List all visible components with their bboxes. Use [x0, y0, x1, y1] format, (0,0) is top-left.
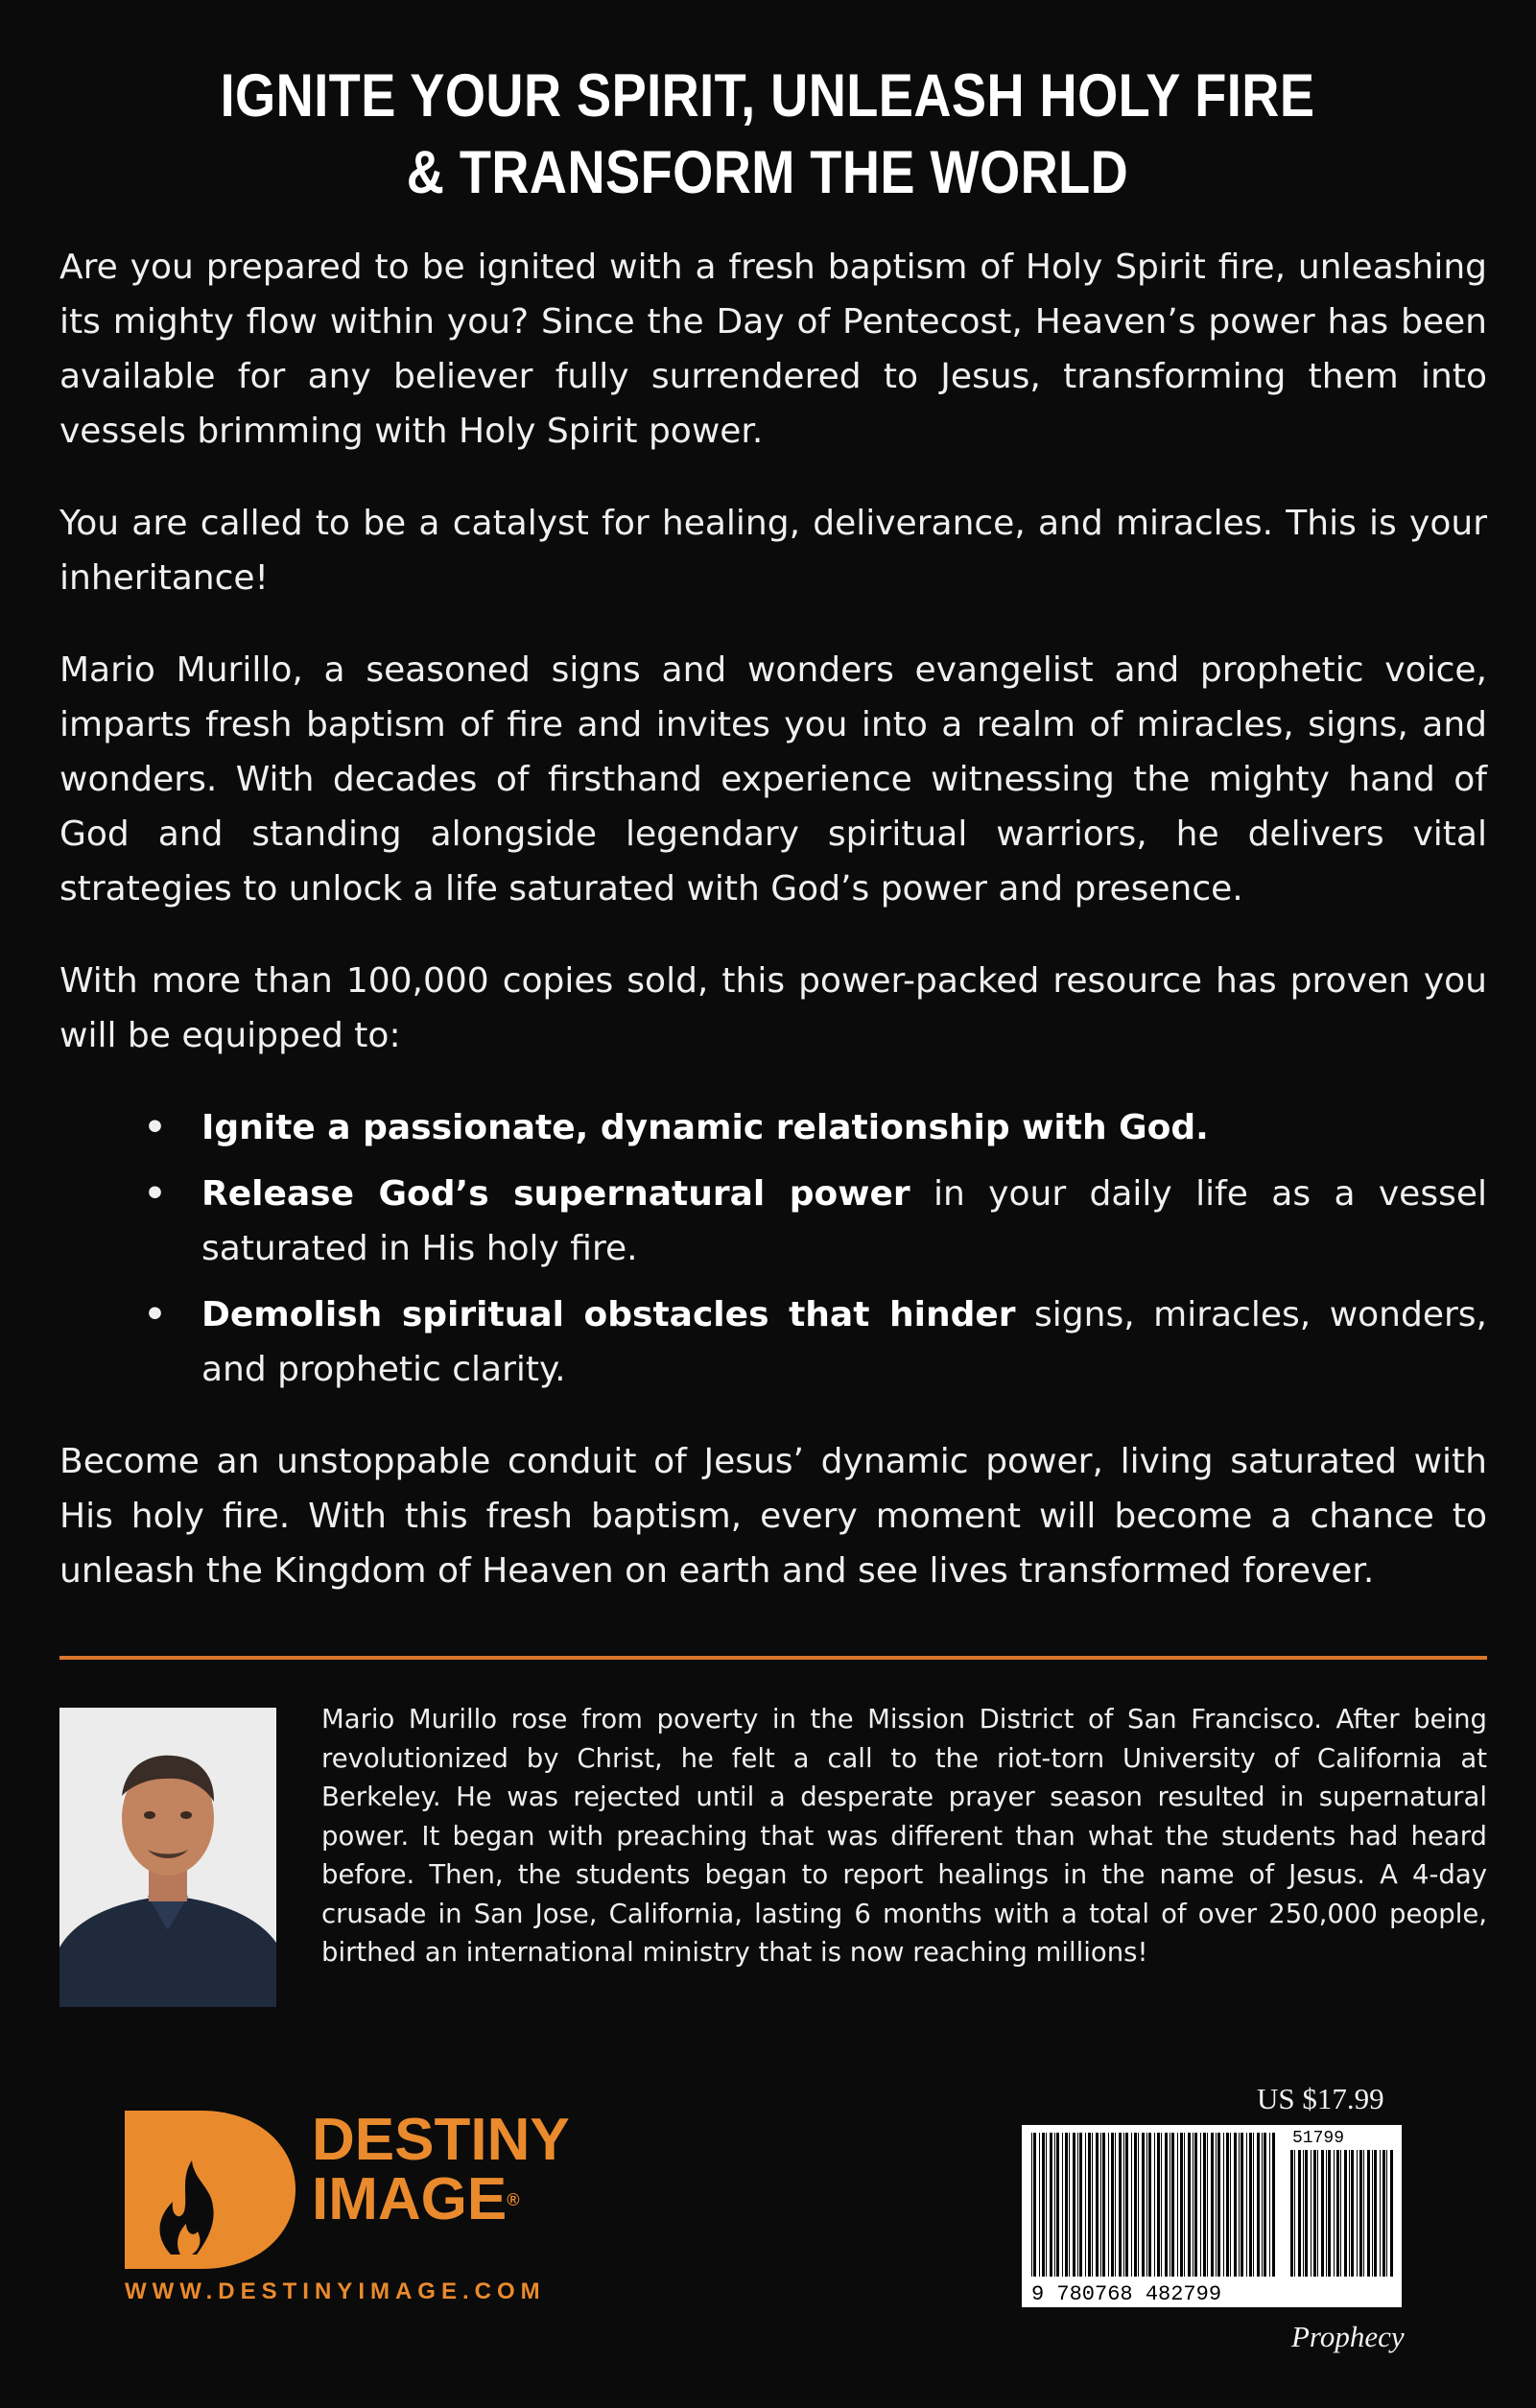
barcode-bar — [1042, 2133, 1045, 2277]
barcode-bar — [1311, 2150, 1312, 2277]
barcode-bar — [1200, 2133, 1201, 2277]
barcode-bar — [1386, 2150, 1387, 2277]
barcode-bar — [1321, 2150, 1324, 2277]
author-bio: Mario Murillo rose from poverty in the Mission District of San Francisco. After being revolutionized by Christ, he felt a call to the riot-torn University of California at Berkeley. He was rejected until a desperate prayer season resulted in supernatural power. It began with preaching that was different than what the students had heard before. Then, the students began to report healings in the name of Jesus. A 4-day crusade in San Jose, California, lasting 6 months with a total of over 250,000 people, birthed an international ministry that is now reaching millions! — [321, 1704, 1487, 1968]
closing-paragraph: Become an unstoppable conduit of Jesus’ dynamic power, living saturated with His holy fire. With this fresh baptism, every moment will become a chance to unleash the Kingdom of Heaven on earth and see lives transformed forever. — [59, 1442, 1487, 1591]
genre-label: Prophecy — [1291, 2320, 1405, 2353]
bullet-dot-icon: • — [144, 1174, 167, 1214]
benefit-item — [59, 1287, 1487, 1397]
benefit-rest: signs, miracles, wonders, and prophetic clarity. — [201, 1295, 1487, 1389]
benefit-list — [59, 1100, 1487, 1397]
barcode-bar — [1111, 2133, 1114, 2277]
barcode-bar — [1148, 2133, 1151, 2277]
barcode-bar — [1157, 2133, 1160, 2277]
barcode-bar — [1264, 2133, 1266, 2277]
barcode-bar — [1165, 2133, 1168, 2277]
barcode-bar — [1298, 2150, 1301, 2277]
barcode-bar — [1382, 2150, 1385, 2277]
destiny-image-flame-d-icon — [125, 2111, 297, 2269]
barcode-bar — [1046, 2133, 1047, 2277]
bullet-dot-icon: • — [144, 1108, 167, 1147]
barcode-bar — [1054, 2133, 1055, 2277]
barcode-bar — [1262, 2133, 1263, 2277]
barcode-bar — [1146, 2133, 1147, 2277]
barcode-bar — [1131, 2133, 1132, 2277]
barcode-bar — [1050, 2133, 1052, 2277]
barcode-bar — [1351, 2150, 1354, 2277]
barcode-bar — [1085, 2133, 1086, 2277]
barcode-bar — [1062, 2133, 1063, 2277]
publisher-name-line-1: DESTINY — [312, 2107, 570, 2173]
barcode-bar — [1216, 2133, 1217, 2277]
barcode-bar — [1336, 2150, 1339, 2277]
barcode-bar — [1088, 2133, 1091, 2277]
barcode-bar — [1349, 2150, 1350, 2277]
barcode-bar — [1334, 2150, 1335, 2277]
barcode-bar — [1253, 2133, 1254, 2277]
barcode-bar — [1092, 2133, 1093, 2277]
barcode-bar — [1230, 2133, 1231, 2277]
barcode-bar — [1142, 2133, 1145, 2277]
registered-mark: ® — [507, 2190, 520, 2209]
barcode-bar — [1138, 2133, 1139, 2277]
barcode-bar — [1154, 2133, 1155, 2277]
barcode-bar — [1249, 2133, 1252, 2277]
barcode-bar — [1328, 2150, 1331, 2277]
barcode-bar — [1073, 2133, 1075, 2277]
author-photo — [59, 1708, 276, 2007]
barcode-bar — [1239, 2133, 1240, 2277]
barcode-bar — [1241, 2133, 1243, 2277]
barcode-bar — [1161, 2133, 1162, 2277]
benefit-bold: Ignite a passionate, dynamic relationship with God. — [201, 1108, 1209, 1147]
barcode-bar — [1234, 2133, 1237, 2277]
barcode-bar — [1367, 2150, 1370, 2277]
barcode-bar — [1123, 2133, 1124, 2277]
barcode-bar — [1125, 2133, 1128, 2277]
addon-digits: 51799 — [1292, 2129, 1345, 2148]
barcode-bar — [1374, 2150, 1377, 2277]
barcode-bar — [1134, 2133, 1137, 2277]
isbn-digits: 9 780768 482799 — [1031, 2282, 1222, 2306]
publisher-logo — [125, 2107, 604, 2312]
barcode-bar — [1171, 2133, 1174, 2277]
barcode-bar — [1207, 2133, 1208, 2277]
barcode-bar — [1056, 2133, 1059, 2277]
benefit-bold: Release God’s supernatural power — [201, 1174, 910, 1214]
orange-divider — [59, 1656, 1487, 1660]
barcode-bar — [1217, 2133, 1220, 2277]
paragraph-1: Are you prepared to be ignited with a fresh baptism of Holy Spirit fire, unleashing its mighty flow within you? Since the Day of Pentecost, Heaven’s power has been available for any believer fully surrendered to Jesus, transforming them into vessels brimming with Holy Spirit power. — [59, 248, 1487, 451]
barcode-bar — [1372, 2150, 1373, 2277]
description — [59, 240, 1487, 1636]
barcode-bar — [1077, 2133, 1078, 2277]
paragraph-2: You are called to be a catalyst for healing, deliverance, and miracles. This is your inheritance! — [59, 504, 1487, 598]
barcode-bar — [1211, 2133, 1214, 2277]
publisher-url: WWW.DESTINYIMAGE.COM — [125, 2278, 546, 2304]
isbn-barcode — [1022, 2125, 1402, 2307]
publisher-name-line-2: IMAGE — [312, 2166, 508, 2232]
barcode-bar — [1108, 2133, 1109, 2277]
barcode-bar — [1177, 2133, 1178, 2277]
barcode-bar — [1272, 2133, 1275, 2277]
barcode-bar — [1305, 2150, 1308, 2277]
barcode-bar — [1115, 2133, 1116, 2277]
benefit-rest: in your daily life as a vessel saturated in His holy fire. — [201, 1174, 1487, 1268]
headline-line-1: IGNITE YOUR SPIRIT, UNLEASH HOLY FIRE — [220, 62, 1315, 130]
barcode-bar — [1290, 2150, 1293, 2277]
barcode-bar — [1340, 2150, 1341, 2277]
barcode-bar — [1065, 2133, 1068, 2277]
barcode-bar — [1363, 2150, 1364, 2277]
headline — [157, 58, 1379, 211]
barcode-bar — [1069, 2133, 1070, 2277]
barcode-bar — [1317, 2150, 1318, 2277]
barcode-graphic — [1022, 2125, 1402, 2307]
author-portrait-icon — [59, 1708, 276, 2007]
paragraph-4: With more than 100,000 copies sold, this power-packed resource has proven you will be equipped to: — [59, 961, 1487, 1055]
barcode-bar — [1326, 2150, 1327, 2277]
barcode-bar — [1031, 2133, 1032, 2277]
barcode-bar — [1226, 2133, 1229, 2277]
barcode-bar — [1194, 2133, 1197, 2277]
barcode-bar — [1303, 2150, 1304, 2277]
barcode-bar — [1390, 2150, 1393, 2277]
barcode-bar — [1096, 2133, 1099, 2277]
barcode-bar — [1180, 2133, 1183, 2277]
barcode-bar — [1294, 2150, 1295, 2277]
benefit-bold: Demolish spiritual obstacles that hinder — [201, 1295, 1016, 1334]
headline-line-2: & TRANSFORM THE WORLD — [406, 139, 1129, 206]
price-label: US $17.99 — [1257, 2082, 1384, 2115]
barcode-bar — [1039, 2133, 1040, 2277]
barcode-bar — [1188, 2133, 1191, 2277]
barcode-bar — [1380, 2150, 1381, 2277]
barcode-bar — [1184, 2133, 1185, 2277]
barcode-bar — [1203, 2133, 1206, 2277]
bullet-dot-icon: • — [144, 1295, 167, 1334]
barcode-bar — [1344, 2150, 1347, 2277]
benefit-item — [59, 1167, 1487, 1276]
barcode-bar — [1033, 2133, 1036, 2277]
barcode-bar — [1102, 2133, 1105, 2277]
paragraph-3: Mario Murillo, a seasoned signs and wonders evangelist and prophetic voice, imparts fresh baptism of fire and invites you into a realm of miracles, signs, and wonders. With decades of firsthand experience witnessing the mighty hand of God and standing alongside legendary spiritual warriors, he delivers vital strategies to unlock a life saturated with God’s power and presence. — [59, 650, 1487, 909]
benefit-item — [59, 1100, 1487, 1155]
barcode-bar — [1257, 2133, 1260, 2277]
barcode-bar — [1313, 2150, 1316, 2277]
barcode-bar — [1223, 2133, 1224, 2277]
barcode-bar — [1119, 2133, 1122, 2277]
publisher-wordmark — [312, 2107, 570, 2232]
barcode-bar — [1079, 2133, 1082, 2277]
barcode-bar — [1246, 2133, 1247, 2277]
barcode-bar — [1269, 2133, 1270, 2277]
barcode-bar — [1357, 2150, 1358, 2277]
barcode-bar — [1359, 2150, 1362, 2277]
barcode-bar — [1100, 2133, 1101, 2277]
